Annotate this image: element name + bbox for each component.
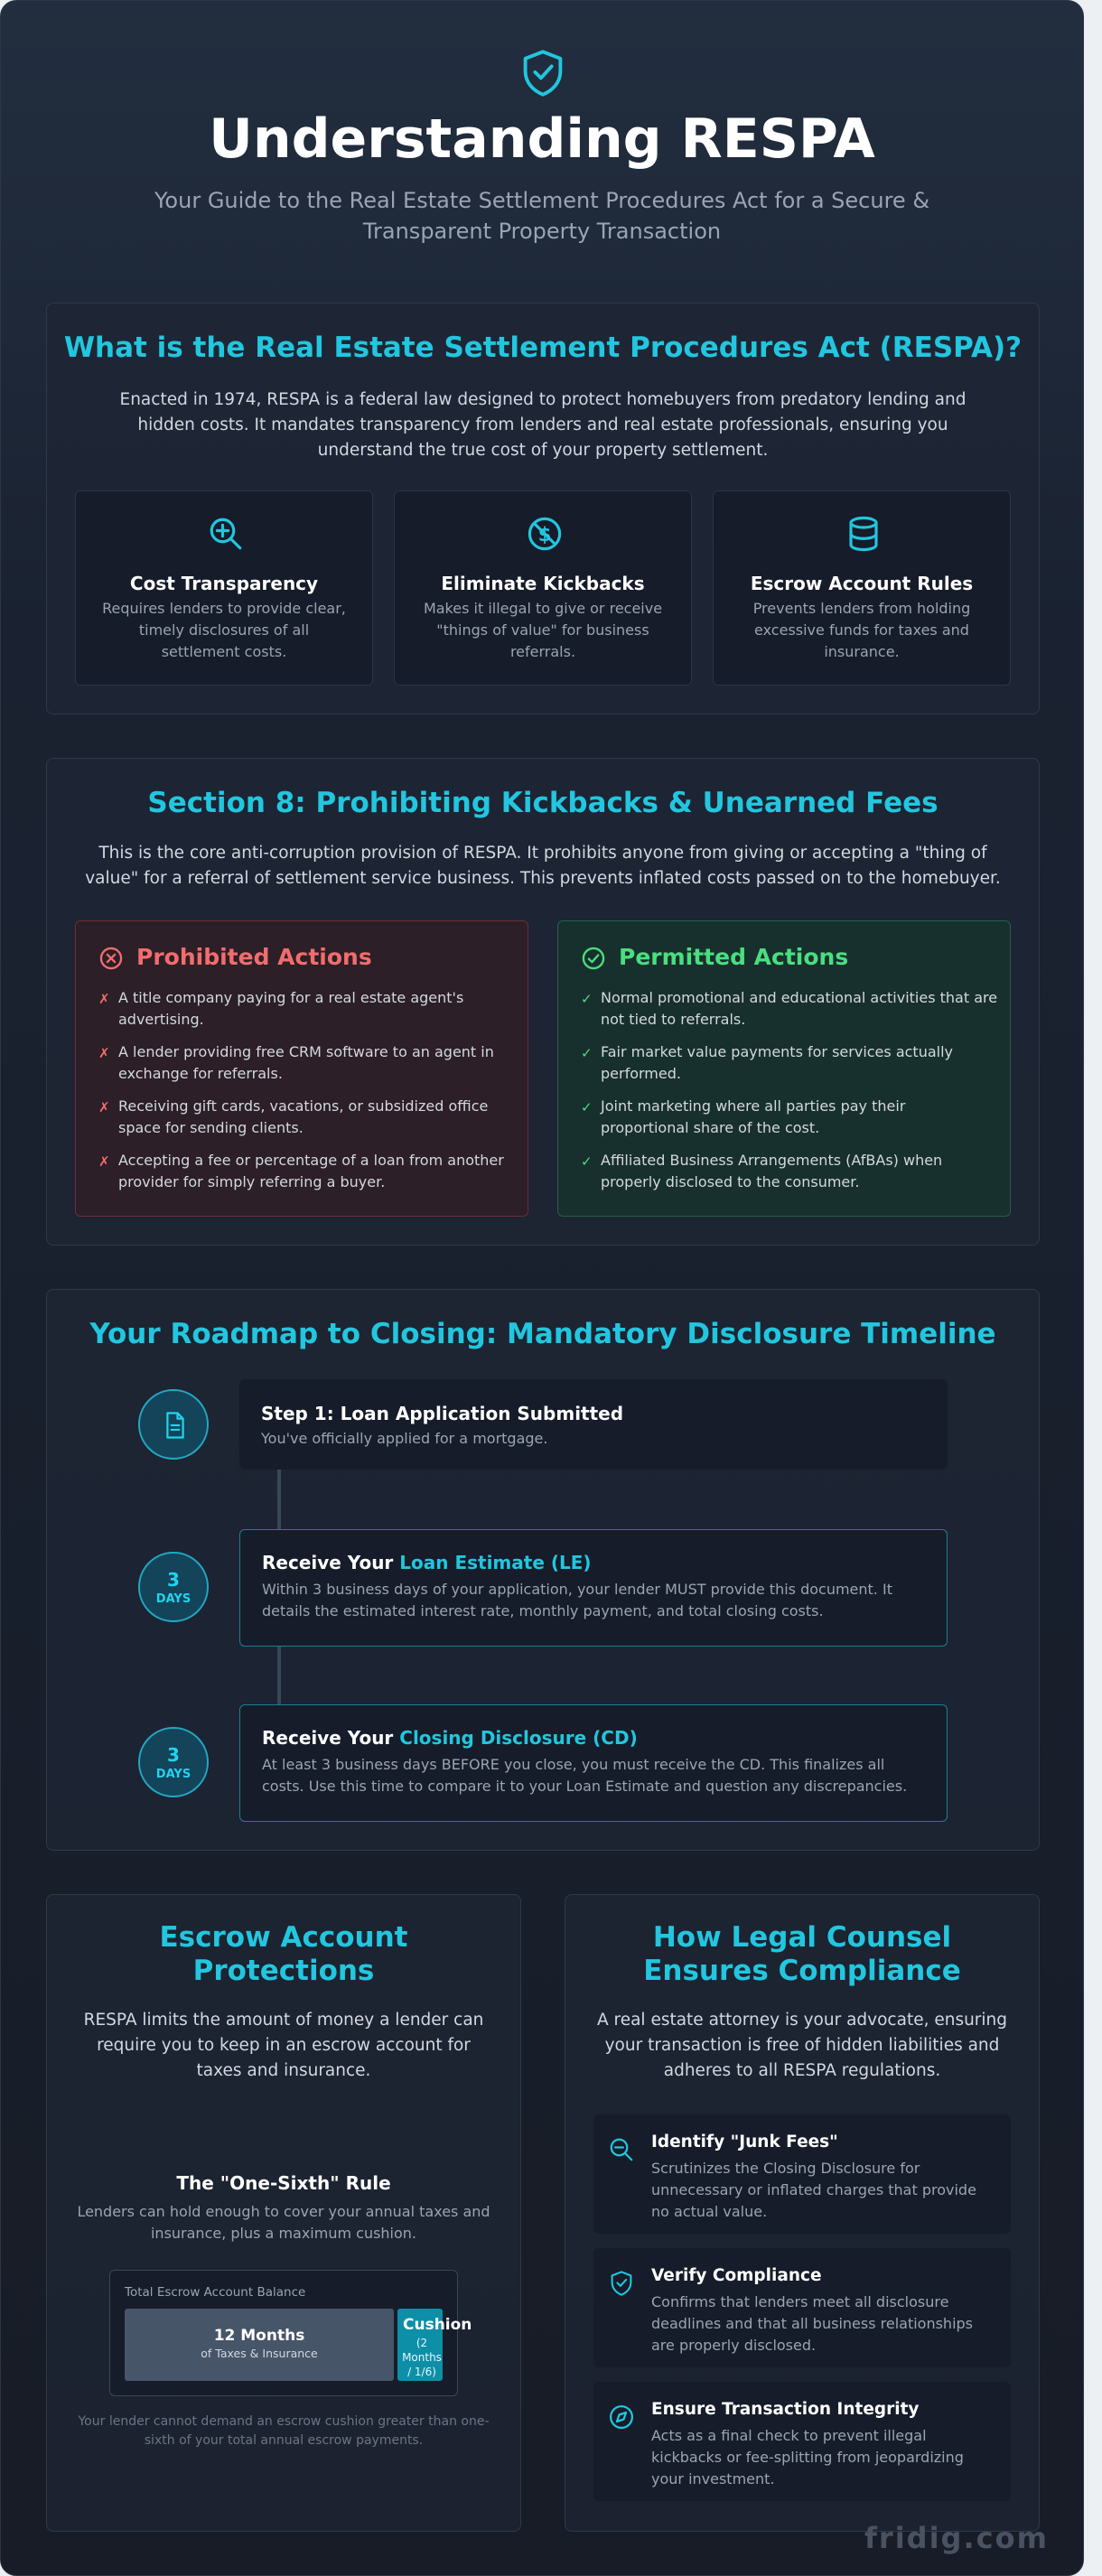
permitted-mark: ✓ — [581, 1045, 593, 1061]
timeline-step-3 — [239, 1704, 948, 1822]
prohibited-item: Receiving gift cards, vacations, or subsidized office space for sending clients. — [118, 1097, 489, 1136]
database-icon — [845, 515, 883, 553]
section8-heading: Section 8: Prohibiting Kickbacks & Unearned Fees — [147, 787, 939, 819]
step-title-highlight: Loan Estimate (LE) — [399, 1552, 592, 1573]
days-number: 3 — [167, 1569, 180, 1591]
page-title: Understanding RESPA — [209, 107, 875, 171]
prohibited-mark: ✗ — [98, 1153, 110, 1170]
legal-item-desc: Confirms that lenders meet all disclosure deadlines and that all business relationships are properly disclosed. — [651, 2293, 974, 2354]
balance-bar-main — [125, 2309, 394, 2381]
prohibited-item: Accepting a fee or percentage of a loan from another provider for simply referring a buyer. — [118, 1152, 504, 1190]
legal-item-integrity — [593, 2382, 1011, 2501]
document-icon — [162, 1411, 189, 1440]
page-subtitle: Your Guide to the Real Estate Settlement Procedures Act for a Secure & Transparent Property Transaction — [154, 188, 930, 244]
legal-body: A real estate attorney is your advocate, ensuring your transaction is free of hidden liabilities and adheres to all RESPA regulations. — [596, 2011, 1008, 2080]
timeline-marker-step3 — [138, 1727, 209, 1797]
step-desc: You've officially applied for a mortgage. — [261, 1430, 548, 1447]
main-sub: of Taxes & Insurance — [201, 2347, 318, 2360]
step-title-prefix: Receive Your — [262, 1552, 400, 1573]
timeline-marker-step2 — [138, 1552, 209, 1622]
prohibited-item: A title company paying for a real estate agent's advertising. — [118, 989, 464, 1028]
days-unit: DAYS — [155, 1592, 191, 1606]
escrow-footnote: Your lender cannot demand an escrow cushion greater than one-sixth of your total annual escrow payments. — [78, 2414, 490, 2448]
permitted-mark: ✓ — [581, 1099, 593, 1115]
shield-check-icon — [608, 2270, 635, 2297]
feature-title: Escrow Account Rules — [750, 573, 974, 594]
days-unit: DAYS — [155, 1768, 191, 1781]
balance-label: Total Escrow Account Balance — [125, 2285, 306, 2300]
feature-card-cost-transparency — [75, 490, 373, 686]
svg-text:$: $ — [537, 523, 552, 546]
cushion-label: Cushion — [403, 2316, 472, 2334]
check-circle-icon — [581, 946, 606, 971]
feature-card-escrow-rules — [713, 490, 1011, 686]
step-title-prefix: Receive Your — [262, 1727, 400, 1749]
escrow-heading: Escrow Account Protections — [159, 1921, 408, 1987]
timeline-connector — [277, 1470, 281, 1529]
step-desc: At least 3 business days BEFORE you close, you must receive the CD. This finalizes all costs. Use this time to compare it to your Loan Estimate and question any discrepancies. — [262, 1756, 908, 1795]
permitted-item: Affiliated Business Arrangements (AfBAs) when properly disclosed to the consumer. — [601, 1152, 943, 1190]
step-title — [262, 1552, 592, 1573]
escrow-body: RESPA limits the amount of money a lender can require you to keep in an escrow account for taxes and insurance. — [83, 2011, 484, 2080]
permitted-item: Joint marketing where all parties pay their proportional share of the cost. — [601, 1097, 906, 1136]
permitted-title: Permitted Actions — [619, 944, 849, 970]
step-title: Step 1: Loan Application Submitted — [261, 1403, 624, 1424]
feature-desc: Makes it illegal to give or receive "things of value" for business referrals. — [423, 600, 663, 660]
feature-title: Cost Transparency — [129, 573, 319, 594]
escrow-balance-widget — [109, 2270, 472, 2396]
magnify-plus-icon — [207, 515, 245, 553]
x-circle-icon — [98, 946, 124, 971]
permitted-mark: ✓ — [581, 991, 593, 1007]
prohibited-item: A lender providing free CRM software to an agent in exchange for referrals. — [118, 1043, 494, 1082]
intro-heading: What is the Real Estate Settlement Procedures Act (RESPA)? — [63, 331, 1023, 364]
permitted-item: Normal promotional and educational activities that are not tied to referrals. — [601, 989, 998, 1028]
timeline-step-2 — [239, 1529, 948, 1647]
timeline-connector — [277, 1647, 281, 1706]
legal-item-desc: Scrutinizes the Closing Disclosure for unnecessary or inflated charges that provide no actual value. — [651, 2160, 976, 2220]
timeline-marker-step1 — [138, 1389, 209, 1460]
permitted-item: Fair market value payments for services actually performed. — [601, 1043, 953, 1082]
watermark: fridig.com — [864, 2521, 1049, 2555]
legal-item-title: Verify Compliance — [651, 2266, 822, 2285]
rule-desc: Lenders can hold enough to cover your annual taxes and insurance, plus a maximum cushion. — [77, 2203, 490, 2242]
intro-body: Enacted in 1974, RESPA is a federal law designed to protect homebuyers from predatory lending and hidden costs. It mandates transparency from lenders and real estate professionals, ensuring you understand the true cost of your property settlement. — [119, 390, 967, 460]
feature-title: Eliminate Kickbacks — [441, 573, 645, 594]
legal-item-verify — [593, 2248, 1011, 2367]
legal-heading: How Legal Counsel Ensures Compliance — [643, 1921, 961, 1987]
magnify-minus-icon — [608, 2136, 635, 2163]
cushion-sub: (2 Months / 1/6) — [402, 2337, 442, 2378]
timeline-heading: Your Roadmap to Closing: Mandatory Disclosure Timeline — [89, 1318, 996, 1350]
permitted-mark: ✓ — [581, 1153, 593, 1170]
legal-item-title: Identify "Junk Fees" — [651, 2133, 838, 2151]
feature-desc: Prevents lenders from holding excessive funds for taxes and insurance. — [752, 600, 971, 660]
days-number: 3 — [167, 1744, 180, 1766]
section8-body: This is the core anti-corruption provision of RESPA. It prohibits anyone from giving or accepting a "thing of value" for a referral of settlement service business. This prevents inflated costs passed on to the homebuyer. — [85, 844, 1001, 888]
prohibited-mark: ✗ — [98, 991, 110, 1007]
step-title — [262, 1727, 638, 1749]
legal-item-junk-fees — [593, 2114, 1011, 2234]
rule-title: The "One-Sixth" Rule — [176, 2172, 391, 2194]
step-title-highlight: Closing Disclosure (CD) — [399, 1727, 638, 1749]
shield-check-icon — [519, 48, 566, 98]
step-desc: Within 3 business days of your application, your lender MUST provide this document. It details the estimated interest rate, monthly payment, and total closing costs. — [262, 1581, 892, 1619]
compass-icon — [608, 2403, 635, 2431]
legal-item-desc: Acts as a final check to prevent illegal kickbacks or fee-splitting from jeopardizing your investment. — [651, 2427, 964, 2487]
main-value: 12 Months — [213, 2327, 305, 2345]
feature-card-eliminate-kickbacks — [394, 490, 692, 686]
prohibited-title: Prohibited Actions — [136, 944, 372, 970]
legal-item-title: Ensure Transaction Integrity — [651, 2400, 920, 2419]
balance-bar — [125, 2309, 472, 2381]
balance-bar-cushion — [397, 2309, 472, 2381]
feature-desc: Requires lenders to provide clear, timely disclosures of all settlement costs. — [102, 600, 346, 660]
prohibited-mark: ✗ — [98, 1045, 110, 1061]
timeline-step-1 — [239, 1379, 948, 1470]
no-dollar-icon — [526, 515, 564, 553]
prohibited-mark: ✗ — [98, 1099, 110, 1115]
